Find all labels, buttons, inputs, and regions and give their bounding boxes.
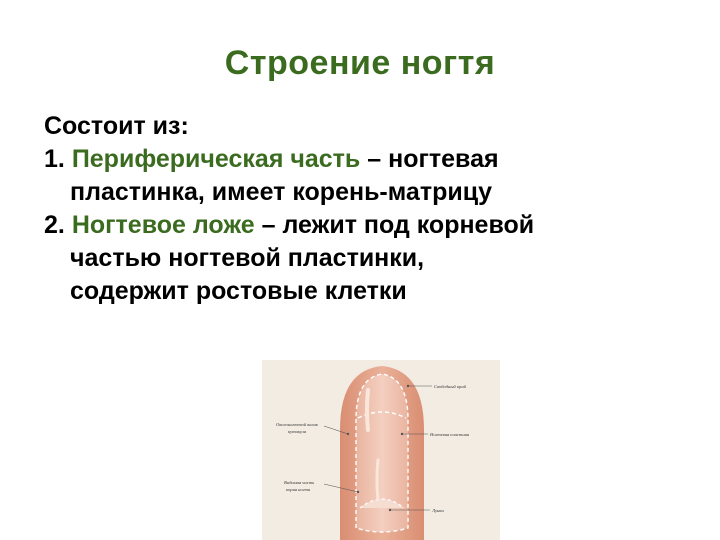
item-2-term: Ногтевое ложе xyxy=(71,211,255,239)
leader-dot-lunula xyxy=(389,509,391,511)
label-nail-plate: Ногтевая пластина xyxy=(430,432,470,437)
item-2-line-1 xyxy=(44,209,704,242)
leader-dot-nail-plate xyxy=(401,433,403,435)
nail-highlight xyxy=(367,390,368,430)
label-root-2: корня ногтя xyxy=(286,487,311,492)
leader-dot-free-edge xyxy=(407,385,409,387)
item-1-rest: ногтевая xyxy=(388,145,499,173)
item-2-number: 2. xyxy=(44,211,65,239)
item-2-line-2: частью ногтевой пластинки, xyxy=(70,244,425,272)
item-1-line-2: пластинка, имеет корень-матрицу xyxy=(70,178,492,206)
slide-body xyxy=(44,110,704,308)
leader-dot-root xyxy=(357,491,359,493)
nail-anatomy-figure xyxy=(262,360,500,540)
item-1-term: Периферическая часть xyxy=(71,145,361,173)
item-2-line-3: содержит ростовые клетки xyxy=(70,277,407,305)
item-1-line-1 xyxy=(44,143,704,176)
nail-diagram xyxy=(262,360,500,540)
label-lunula: Лунка xyxy=(432,508,444,513)
nail-plate-shape xyxy=(356,374,408,532)
intro-line: Состоит из: xyxy=(44,112,189,140)
item-2-rest: лежит под корневой xyxy=(282,211,535,239)
label-free-edge: Свободный край xyxy=(434,384,466,389)
item-1-number: 1. xyxy=(44,145,65,173)
slide-title: Строение ногтя xyxy=(224,44,496,82)
item-2-dash: – xyxy=(261,211,276,239)
nail-highlight-2 xyxy=(377,460,378,500)
item-1-dash: – xyxy=(367,145,382,173)
label-root-1: Видимая часть xyxy=(284,480,315,485)
label-cuticle-1: Околоногтевой валик xyxy=(276,422,318,427)
label-cuticle-2: кутикула xyxy=(288,429,307,434)
leader-dot-cuticle xyxy=(347,433,349,435)
